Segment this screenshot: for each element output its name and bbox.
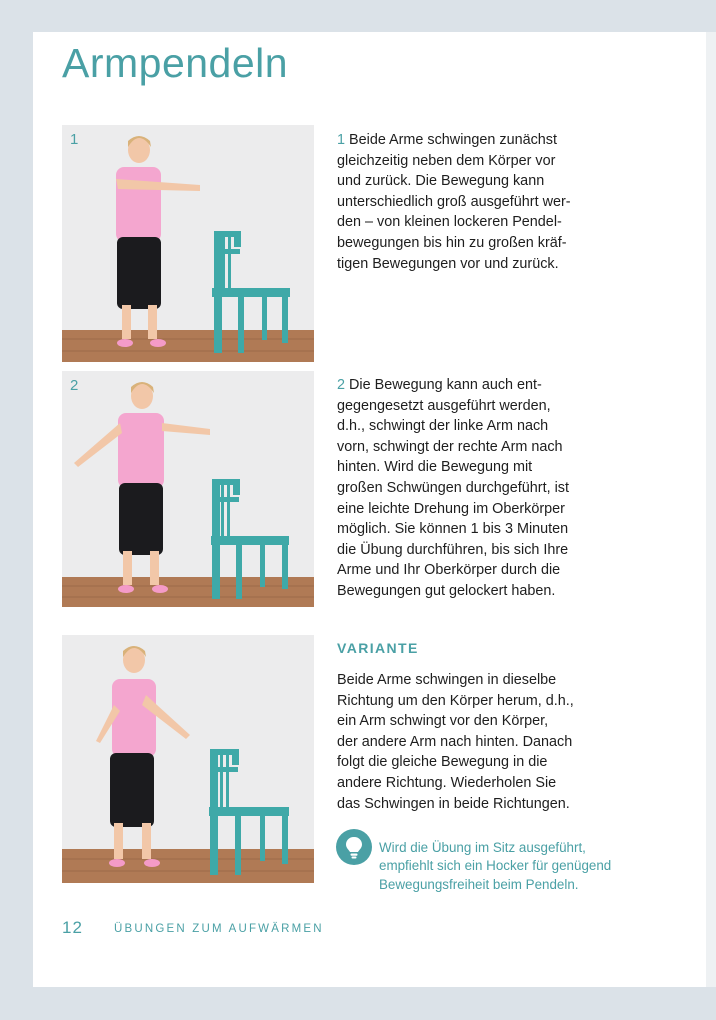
- tip-line: empfiehlt sich ein Hocker für genügend: [379, 858, 612, 874]
- step-2-number: 2: [337, 377, 346, 393]
- variant-line: Richtung um den Körper herum, d.h.,: [337, 692, 574, 709]
- step-2-line: gegengesetzt ausgeführt werden,: [337, 397, 551, 414]
- tip-line: Bewegungsfreiheit beim Pendeln.: [379, 876, 579, 892]
- step-2-line: hinten. Wird die Bewegung mit: [337, 459, 533, 476]
- step-2-line: d.h., schwingt der linke Arm nach: [337, 418, 549, 435]
- page-spine: [706, 32, 716, 987]
- step-2-line: möglich. Sie können 1 bis 3 Minuten: [337, 521, 569, 538]
- section-title: ÜBUNGEN ZUM AUFWÄRMEN: [114, 923, 324, 935]
- variant-text: [337, 670, 607, 814]
- photo-1-illustration: [62, 125, 314, 362]
- photo-number-1: 1: [70, 131, 79, 148]
- step-1-line: und zurück. Die Bewegung kann: [337, 173, 545, 190]
- photo-2-illustration: [62, 371, 314, 607]
- exercise-photo-1: [62, 125, 314, 362]
- exercise-photo-2: [62, 371, 314, 607]
- page-number: 12: [62, 918, 83, 937]
- step-2-line: eine leichte Drehung im Oberkörper: [337, 500, 565, 517]
- step-2-line: Arme und Ihr Oberkörper durch die: [337, 562, 561, 579]
- step-1-line: 1 Beide Arme schwingen zunächst: [337, 132, 557, 148]
- photo-number-2: 2: [70, 377, 79, 394]
- page-title: Armpendeln: [62, 40, 289, 86]
- step-2-line: 2 Die Bewegung kann auch ent-: [337, 377, 542, 393]
- variant-line: der andere Arm nach hinten. Danach: [337, 733, 573, 750]
- step-1-line: gleichzeitig neben dem Körper vor: [337, 152, 556, 169]
- step-1-line: unterschiedlich groß ausgeführt wer-: [337, 193, 571, 210]
- variant-line: das Schwingen in beide Richtungen.: [337, 795, 570, 812]
- step-1-line: den – von kleinen lockeren Pendel-: [337, 214, 562, 231]
- step-2-line: Bewegungen gut gelockert haben.: [337, 582, 556, 599]
- step-1-text: [337, 130, 607, 274]
- step-1-line: bewegungen bis hin zu großen kräf-: [337, 234, 567, 251]
- variant-line: folgt die gleiche Bewegung in die: [337, 754, 548, 771]
- exercise-photo-3: [62, 635, 314, 883]
- step-2-line: die Übung durchführen, bis sich Ihre: [337, 541, 569, 558]
- variant-line: andere Richtung. Wiederholen Sie: [337, 774, 557, 791]
- variant-line: Beide Arme schwingen in dieselbe: [337, 672, 557, 688]
- step-1-number: 1: [337, 132, 346, 148]
- photo-3-illustration: [62, 635, 314, 883]
- step-2-line: vorn, schwingt der rechte Arm nach: [337, 438, 563, 455]
- tip-text: [379, 839, 639, 894]
- variant-line: ein Arm schwingt vor den Körper,: [337, 713, 549, 730]
- step-2-line: großen Schwüngen durchgeführt, ist: [337, 479, 569, 496]
- step-2-text: [337, 375, 607, 602]
- variant-heading: VARIANTE: [337, 640, 419, 656]
- lightbulb-icon: [336, 829, 372, 865]
- step-1-line: tigen Bewegungen vor und zurück.: [337, 255, 559, 272]
- tip-line: Wird die Übung im Sitz ausgeführt,: [379, 840, 586, 855]
